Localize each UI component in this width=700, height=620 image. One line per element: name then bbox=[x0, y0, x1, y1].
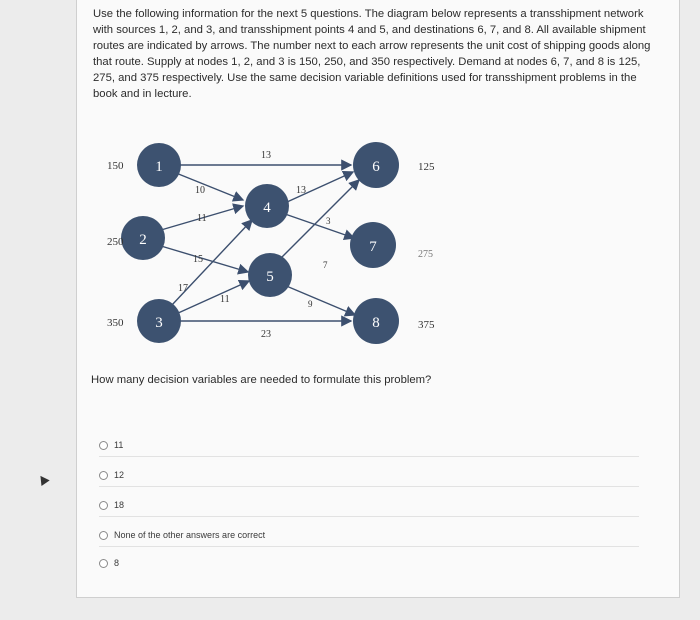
option-label: None of the other answers are correct bbox=[114, 530, 266, 540]
node-8 bbox=[353, 298, 399, 344]
node-7-label: 7 bbox=[369, 239, 377, 255]
node-4 bbox=[245, 184, 289, 228]
cost-1-4: 10 bbox=[195, 185, 205, 196]
option-18[interactable] bbox=[99, 494, 639, 517]
cost-4-6: 13 bbox=[296, 185, 306, 196]
network-diagram bbox=[77, 0, 681, 360]
question-prompt: How many decision variables are needed to formulate this problem? bbox=[91, 374, 432, 386]
node-6-label: 6 bbox=[372, 159, 380, 175]
cost-4-7: 3 bbox=[326, 216, 331, 226]
mouse-cursor-icon bbox=[36, 473, 49, 486]
option-label: 8 bbox=[114, 558, 120, 568]
node-1-label: 1 bbox=[155, 159, 163, 175]
cost-5-8: 9 bbox=[308, 299, 313, 309]
node-2-label: 2 bbox=[139, 232, 147, 248]
option-11[interactable] bbox=[99, 434, 639, 457]
node-8-label: 8 bbox=[372, 315, 380, 331]
node-5 bbox=[248, 253, 292, 297]
radio-icon[interactable] bbox=[99, 531, 108, 540]
cost-3-4: 17 bbox=[178, 283, 188, 294]
edge-5-6 bbox=[279, 180, 359, 260]
option-label: 11 bbox=[114, 440, 124, 450]
radio-icon[interactable] bbox=[99, 441, 108, 450]
radio-icon[interactable] bbox=[99, 559, 108, 568]
cost-3-5: 11 bbox=[220, 294, 230, 305]
option-8[interactable] bbox=[99, 552, 639, 574]
node-6 bbox=[353, 142, 399, 188]
cost-2-5: 15 bbox=[193, 254, 203, 265]
edge-2-5 bbox=[161, 246, 248, 272]
node-1 bbox=[137, 143, 181, 187]
question-intro: Use the following information for the next 5 questions. The diagram below represents a transshipment network with sources 1, 2, and 3, and transshipment points 4 and 5, and destinations 6, 7, and 8. All available shipment routes are indicated by arrows. The number next to each arrow represents the unit cost of shipping goods along that route. Supply at nodes 1, 2, and 3 is 150, 250, and 350 respectively. Demand at nodes 6, 7, and 8 is 125, 275, and 375 respectively. Use the same decision variable definitions used for transshipment problems in the book and in lecture. bbox=[93, 8, 651, 100]
cost-5-6: 7 bbox=[323, 260, 328, 270]
question-card bbox=[76, 0, 680, 598]
node-7 bbox=[350, 222, 396, 268]
node-4-label: 4 bbox=[263, 200, 271, 216]
node-5-label: 5 bbox=[266, 269, 274, 285]
node-3 bbox=[137, 299, 181, 343]
radio-icon[interactable] bbox=[99, 471, 108, 480]
edge-4-7 bbox=[285, 214, 354, 238]
edge-5-8 bbox=[284, 285, 355, 315]
demand-7: 275 bbox=[418, 249, 433, 260]
cost-3-8: 23 bbox=[261, 329, 271, 340]
cost-1-6: 13 bbox=[261, 150, 271, 161]
supply-2: 250 bbox=[107, 236, 124, 248]
supply-1: 150 bbox=[107, 160, 124, 172]
option-label: 12 bbox=[114, 470, 125, 480]
option-label: 18 bbox=[114, 500, 125, 510]
edge-1-4 bbox=[176, 173, 243, 200]
node-2 bbox=[121, 216, 165, 260]
demand-6: 125 bbox=[418, 161, 435, 173]
cost-2-4: 11 bbox=[197, 213, 207, 224]
option-12[interactable] bbox=[99, 464, 639, 487]
demand-8: 375 bbox=[418, 319, 435, 331]
node-3-label: 3 bbox=[155, 315, 163, 331]
supply-3: 350 bbox=[107, 317, 124, 329]
radio-icon[interactable] bbox=[99, 501, 108, 510]
option-none[interactable] bbox=[99, 524, 639, 547]
